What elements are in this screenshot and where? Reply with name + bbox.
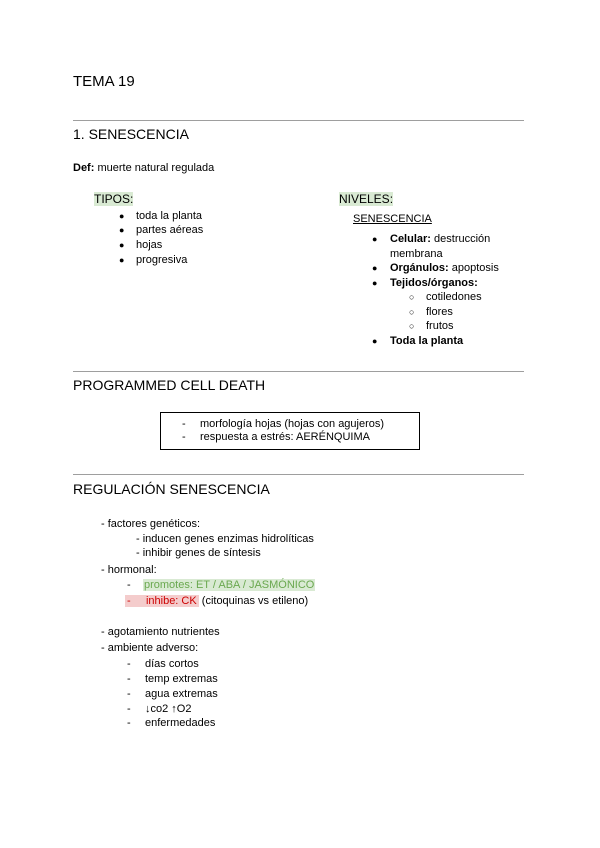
divider — [73, 474, 524, 475]
ambiente-item: días cortos — [145, 658, 199, 670]
bullet-icon: ● — [372, 263, 378, 273]
bullet-icon: ● — [372, 278, 378, 288]
agotamiento: - agotamiento nutrientes — [101, 626, 220, 638]
dash-icon: - — [182, 431, 186, 443]
niveles-toda: Toda la planta — [390, 335, 464, 347]
niveles-label: NIVELES: — [339, 192, 394, 206]
circle-bullet-icon: ○ — [409, 307, 415, 317]
dash-icon: - — [127, 717, 131, 729]
dash-icon: - — [127, 579, 131, 591]
tipos-item: toda la planta — [136, 210, 203, 222]
bullet-icon: ● — [372, 234, 378, 244]
hormonal-label: - hormonal: — [101, 564, 157, 576]
ambiente-item: temp extremas — [145, 673, 218, 685]
dash-icon: - — [127, 673, 131, 685]
tipos-item: hojas — [136, 239, 163, 251]
tipos-item: progresiva — [136, 254, 188, 266]
factores-item: - inducen genes enzimas hidrolíticas — [136, 533, 314, 545]
niveles-celular-cont: membrana — [390, 248, 443, 260]
ambiente-item: ↓co2 ↑O2 — [145, 703, 192, 715]
ambiente-item: agua extremas — [145, 688, 218, 700]
niveles-tejidos: Tejidos/órganos: — [390, 277, 478, 289]
factores-item: - inhibir genes de síntesis — [136, 547, 261, 559]
bullet-icon: ● — [119, 240, 125, 250]
niveles-sublabel: SENESCENCIA — [353, 213, 432, 225]
hormonal-promotes: promotes: ET / ABA / JASMÓNICO — [144, 579, 315, 591]
bullet-icon: ● — [119, 255, 125, 265]
section-heading-senescencia: 1. SENESCENCIA — [73, 126, 189, 142]
ambiente-item: enfermedades — [145, 717, 216, 729]
def-text: muerte natural regulada — [97, 162, 215, 174]
bullet-icon: ● — [372, 336, 378, 346]
box-item: morfología hojas (hojas con agujeros) — [200, 418, 385, 430]
divider — [73, 371, 524, 372]
bullet-icon: ● — [119, 225, 125, 235]
box-item: respuesta a estrés: AERÉNQUIMA — [200, 431, 370, 443]
tejidos-item: frutos — [426, 320, 454, 332]
dash-icon: - — [127, 688, 131, 700]
circle-bullet-icon: ○ — [409, 292, 415, 302]
bullet-icon: ● — [119, 211, 125, 221]
tipos-label: TIPOS: — [94, 192, 134, 206]
niveles-organulos: Orgánulos: apoptosis — [390, 262, 499, 274]
tejidos-item: flores — [426, 306, 453, 318]
hormonal-inhibe: - inhibe: CK (citoquinas vs etileno) — [127, 595, 309, 607]
divider — [73, 120, 524, 121]
tipos-item: partes aéreas — [136, 224, 204, 236]
section-heading-regulacion: REGULACIÓN SENESCENCIA — [73, 481, 270, 497]
dash-icon: - — [127, 658, 131, 670]
circle-bullet-icon: ○ — [409, 321, 415, 331]
definition — [73, 162, 214, 174]
tejidos-item: cotiledones — [426, 291, 482, 303]
ambiente-label: - ambiente adverso: — [101, 642, 199, 654]
niveles-celular: Celular: destrucción — [390, 233, 491, 245]
factores-label: - factores genéticos: — [101, 518, 201, 530]
section-heading-pcd: PROGRAMMED CELL DEATH — [73, 377, 266, 393]
dash-icon: - — [127, 703, 131, 715]
page-title: TEMA 19 — [73, 73, 135, 90]
def-label: Def: — [73, 162, 95, 174]
dash-icon: - — [182, 418, 186, 430]
